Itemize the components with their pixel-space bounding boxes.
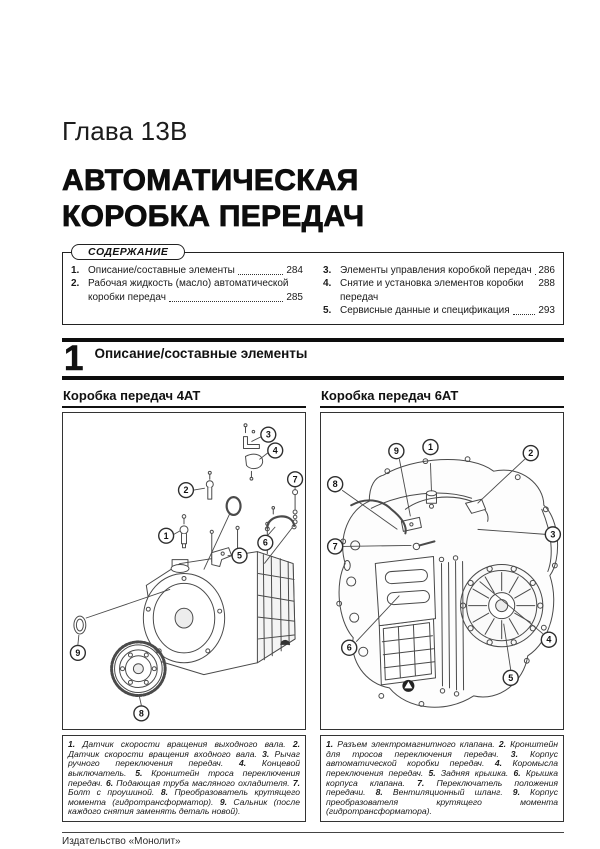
callout-4at-7 <box>288 472 303 487</box>
toc-item-2-text: Рабочая жидкость (масло) автоматической <box>88 278 289 290</box>
shift-lever <box>244 424 260 449</box>
toc-right-column <box>323 264 555 318</box>
toc-item-1: 1. Описание/составные элементы 284 <box>71 265 303 276</box>
dot-leader <box>169 301 283 302</box>
svg-text:1: 1 <box>427 442 433 453</box>
toc-item-4-page: 288 <box>538 278 555 290</box>
callout-6at-3 <box>545 527 560 542</box>
title-line-2: КОРОБКА ПЕРЕДАЧ <box>62 200 365 233</box>
callout-6at-6 <box>342 640 357 655</box>
callout-4at-4 <box>268 443 283 458</box>
callout-6at-8 <box>328 477 343 492</box>
section-title: Описание/составные элементы <box>94 345 308 361</box>
svg-text:8: 8 <box>332 479 338 490</box>
svg-text:8: 8 <box>138 708 144 719</box>
toc-item-3-page: 286 <box>538 265 555 276</box>
callout-6at-7 <box>328 539 343 554</box>
column-4at <box>62 388 306 822</box>
publisher-footer: Издательство «Монолит» <box>62 836 181 848</box>
toc-item-5-text: Сервисные данные и спецификация <box>340 305 510 317</box>
svg-text:4: 4 <box>272 445 278 456</box>
toc-item-3-text: Элементы управления коробкой передач <box>340 265 532 276</box>
transmission-4at-drawing <box>63 413 305 729</box>
subheading-4at: Коробка передач 4AT <box>62 388 306 408</box>
toc-item-2-text2: коробки передач <box>88 291 166 303</box>
callout-4at-6 <box>258 535 273 550</box>
toc-heading: СОДЕРЖАНИЕ <box>71 244 185 260</box>
svg-text:4: 4 <box>546 634 552 645</box>
side-panel <box>375 557 435 626</box>
callout-6at-4 <box>541 632 556 647</box>
section-number: 1 <box>64 338 83 378</box>
toc-item-3: 3. Элементы управления коробкой передач 286 <box>323 265 555 276</box>
page-title <box>62 163 564 235</box>
svg-text:6: 6 <box>346 642 352 653</box>
svg-text:1: 1 <box>163 530 169 541</box>
column-6at <box>320 388 564 822</box>
callout-6at-9 <box>389 444 404 459</box>
toc-item-2: 2. Рабочая жидкость (масло) автоматической коробки передач 285 <box>71 278 303 303</box>
toc-item-4-text: Снятие и установка элементов коробки передач <box>340 278 524 303</box>
toc-item-5: 5. Сервисные данные и спецификация 293 <box>323 305 555 317</box>
torque-converter <box>112 642 166 696</box>
callout-4at-9 <box>70 645 85 660</box>
eye-bolt <box>293 490 298 524</box>
caption-6at: 1. Разъем электромагнитного клапана. 2. Кронштейн для тросов переключения передач. 3. Корпус автоматической коробки передач. 4. Коромысла переключения передач. 5. Задняя крышка. 6. Крышка корпуса клапана. 7. Переключатель положения передачи. 8. Вентиляционный шланг. 9. Корпус преобразователя крутящего момента (гидротрансформатора). <box>320 735 564 822</box>
callout-6at-1 <box>423 440 438 455</box>
toc-item-4: 4. Снятие и установка элементов коробки передач 288 <box>323 278 555 303</box>
limit-switch <box>245 454 262 480</box>
svg-text:2: 2 <box>183 485 189 496</box>
svg-text:3: 3 <box>265 429 271 440</box>
svg-text:3: 3 <box>550 529 556 540</box>
callout-4at-8 <box>134 706 149 721</box>
svg-text:2: 2 <box>528 448 534 459</box>
svg-text:6: 6 <box>262 537 268 548</box>
rear-cover <box>460 565 542 647</box>
chapter-label: Глава 13В <box>62 116 188 146</box>
manual-page <box>62 0 564 847</box>
callout-6at-2 <box>523 446 538 461</box>
svg-text:9: 9 <box>393 446 399 457</box>
dot-leader <box>513 314 536 315</box>
toc-item-2-page: 285 <box>286 291 303 303</box>
section-header <box>62 338 564 381</box>
svg-text:5: 5 <box>508 672 514 683</box>
subheading-6at: Коробка передач 6AT <box>320 388 564 408</box>
svg-text:7: 7 <box>292 474 298 485</box>
cooler-tube <box>265 507 296 531</box>
toc-item-1-text: Описание/составные элементы <box>88 265 235 276</box>
diagram-4at-box <box>62 412 306 730</box>
oil-seal <box>74 616 86 634</box>
toc-item-5-page: 293 <box>538 305 555 317</box>
seal-ring <box>227 497 241 515</box>
toc-box <box>62 246 564 325</box>
svg-text:7: 7 <box>332 541 338 552</box>
callout-4at-2 <box>179 483 194 498</box>
toc-item-1-page: 284 <box>286 265 303 276</box>
dot-leader <box>535 274 536 275</box>
dot-leader <box>238 274 283 275</box>
callout-4at-5 <box>232 548 247 563</box>
caption-4at: 1. Датчик скорости вращения выходного вала. 2. Датчик скорости вращения входного вала. 3. Рычаг ручного переключения передач. 4. Концевой выключатель. 5. Кронштейн троса переключения передач. 6. Подающая труба масляного охладителя. 7. Болт с проушиной. 8. Преобразователь крутящего момента (гидротрансформатор). 9. Сальник (после каждого снятия заменять деталь новой). <box>62 735 306 822</box>
diagram-6at-box <box>320 412 564 730</box>
callout-4at-3 <box>261 427 276 442</box>
title-line-1: АВТОМАТИЧЕСКАЯ <box>62 164 359 197</box>
svg-text:5: 5 <box>237 550 243 561</box>
toc-left-column <box>71 264 303 318</box>
callout-6at-5 <box>503 670 518 685</box>
transmission-6at-drawing <box>321 413 563 729</box>
output-speed-sensor <box>180 515 188 548</box>
svg-text:9: 9 <box>75 647 81 658</box>
input-speed-sensor <box>206 471 213 499</box>
callout-4at-1 <box>159 528 174 543</box>
